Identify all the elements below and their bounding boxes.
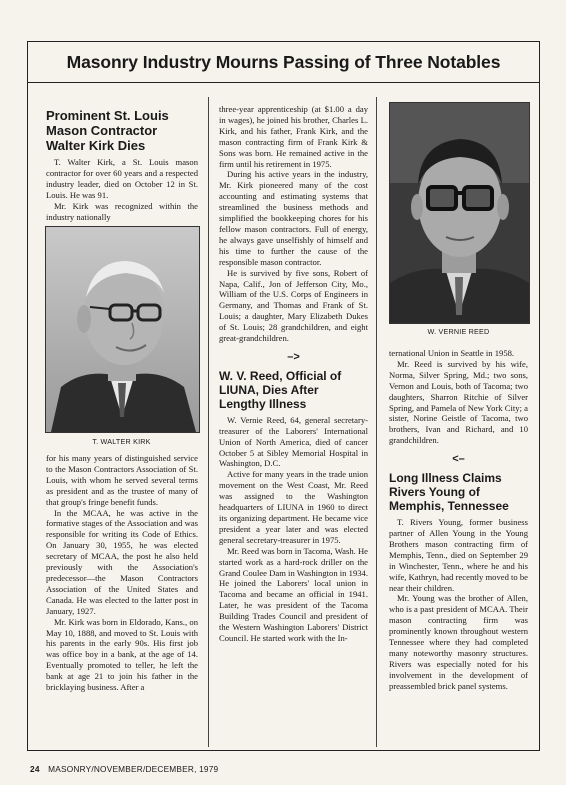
portrait-image [390,103,529,323]
kirk-article-continued [46,453,198,693]
kirk-paragraph: Mr. Kirk was born in Eldorado, Kans., on May 10, 1888, and moved to St. Louis with his parents in the early 90s. His first job was office boy in a bank, at the age of 14. Eventually promoted to teller, he left the bank at age 21 to join his father in the bricklaying business. After a [46,616,198,693]
kirk-article-intro [46,108,198,222]
column-3 [389,348,528,692]
page-footer [30,764,218,774]
page-number: 24 [30,764,40,774]
young-paragraph: Mr. Young was the brother of Allen, who is a past president of MCAA. Their mason contracting firm was prominently known throughout western Tennessee where they had completed many noteworthy masonry structures. Rivers was especially noted for his involvement in the development of preassembled brick panel systems. [389,593,528,691]
young-headline: Long Illness Claims Rivers Young of Memphis, Tennessee [389,471,509,514]
reed-photo-caption: W. VERNIE REED [427,327,490,336]
reed-paragraph: Mr. Reed is survived by his wife, Norma, Silver Spring, Md.; two sons, Vernon and Louis, both of Tacoma; two daughters, Sharron Ritchie of Silver Spring, and Pamela of New York City; a sister, Norine Geistle of Tacoma, two brothers, Ivan and Richard, and 10 grandchildren. [389,358,528,446]
kirk-photo-caption: T. WALTER KIRK [92,437,151,446]
kirk-paragraph: He is survived by five sons, Robert of Napa, Calif., Jon of Jefferson City, Mo., William of the U.S. Corps of Engineers in Germany, and Thomas and Frank of St. Louis; a daughter, Mary Elizabeth Dukes of St. Louis; 28 grandchildren, and eight great-grandchildren. [219,267,368,344]
young-paragraph: T. Rivers Young, former business partner of Allen Young in the Young Brothers mason contracting firm of Memphis, Tenn., died on September 29 in Winchester, Tenn., where he and his wife, Kathryn, had recently moved to be near their children. [389,517,528,593]
reed-paragraph: ternational Union in Seattle in 1958. [389,348,515,358]
column-rule-1 [208,97,209,747]
kirk-paragraph: In the MCAA, he was active in the formative stages of the Association and was responsible for writing its Code of Ethics. On January 30, 1955, he was elected secretary of MCAA, the post he also held previously with the Association's predecessor—the Mason Contractors Association of the United States and Canada. He was elected to the latter post in January, 1927. [46,507,198,616]
reed-paragraph: Mr. Reed was born in Tacoma, Wash. He started work as a hard-rock driller on the Grand Coulee Dam in Washington in 1934. He joined the Laborers' local union in Tacoma and became an official in 1941. Later, he was president of the Tacoma Building Trades Council and president of the Western Washington Laborers' District Council. He started work with the In- [219,545,368,643]
portrait-image [46,227,199,432]
kirk-paragraph: for his many years of distinguished service to the Mason Contractors Association of St. Louis, with whom he served several terms as president and as the trustee of many of that group's fringe benefit funds. [46,453,198,507]
column-2 [219,104,368,644]
reed-headline: W. V. Reed, Official of LIUNA, Dies After Lengthy Illness [219,368,342,411]
reed-paragraph: Active for many years in the trade union movement on the West Coast, Mr. Reed was assigned to the Washington headquarters of LIUNA in 1960 to direct its organizing department. He became vice president a year later and was elected general secretary-treasurer in 1975. [219,469,368,545]
kirk-paragraph: During his active years in the industry, Mr. Kirk pioneered many of the cost accounting and estimating systems that streamlined the business methods and simplified the bookkeeping chores for his fellow mason contractors. Full of energy, he always gave unselfishly of himself and his time to further the cause of the responsible mason contractor. [219,169,368,267]
kirk-headline: Prominent St. Louis Mason Contractor Walter Kirk Dies [46,108,169,153]
column-rule-2 [376,97,377,747]
kirk-paragraph: three-year apprenticeship (at $1.00 a day in wages), he joined his brother, Charles L. Kirk, and his father, Frank Kirk, and the mason contracting firm of Frank Kirk & Sons was born. He remained active in the firm until his retirement in 1975. [219,104,368,169]
kirk-paragraph: Mr. Kirk was recognized within the industry nationally [46,200,198,222]
article-separator: –> [287,350,300,363]
publication-info: MASONRY/NOVEMBER/DECEMBER, 1979 [48,764,219,774]
reed-paragraph: W. Vernie Reed, 64, general secretary-treasurer of the Laborers' International Union of North America, died of cancer October 5 at Sibley Memorial Hospital in Washington, D.C. [219,414,368,469]
kirk-paragraph: T. Walter Kirk, a St. Louis mason contractor for over 60 years and a respected industry leader, died on October 12 in St. Louis. He was 91. [46,157,198,200]
reed-photo [389,102,530,324]
kirk-photo [45,226,200,433]
article-separator: <– [452,453,465,466]
page-headline: Masonry Industry Mourns Passing of Three Notables [28,42,539,83]
